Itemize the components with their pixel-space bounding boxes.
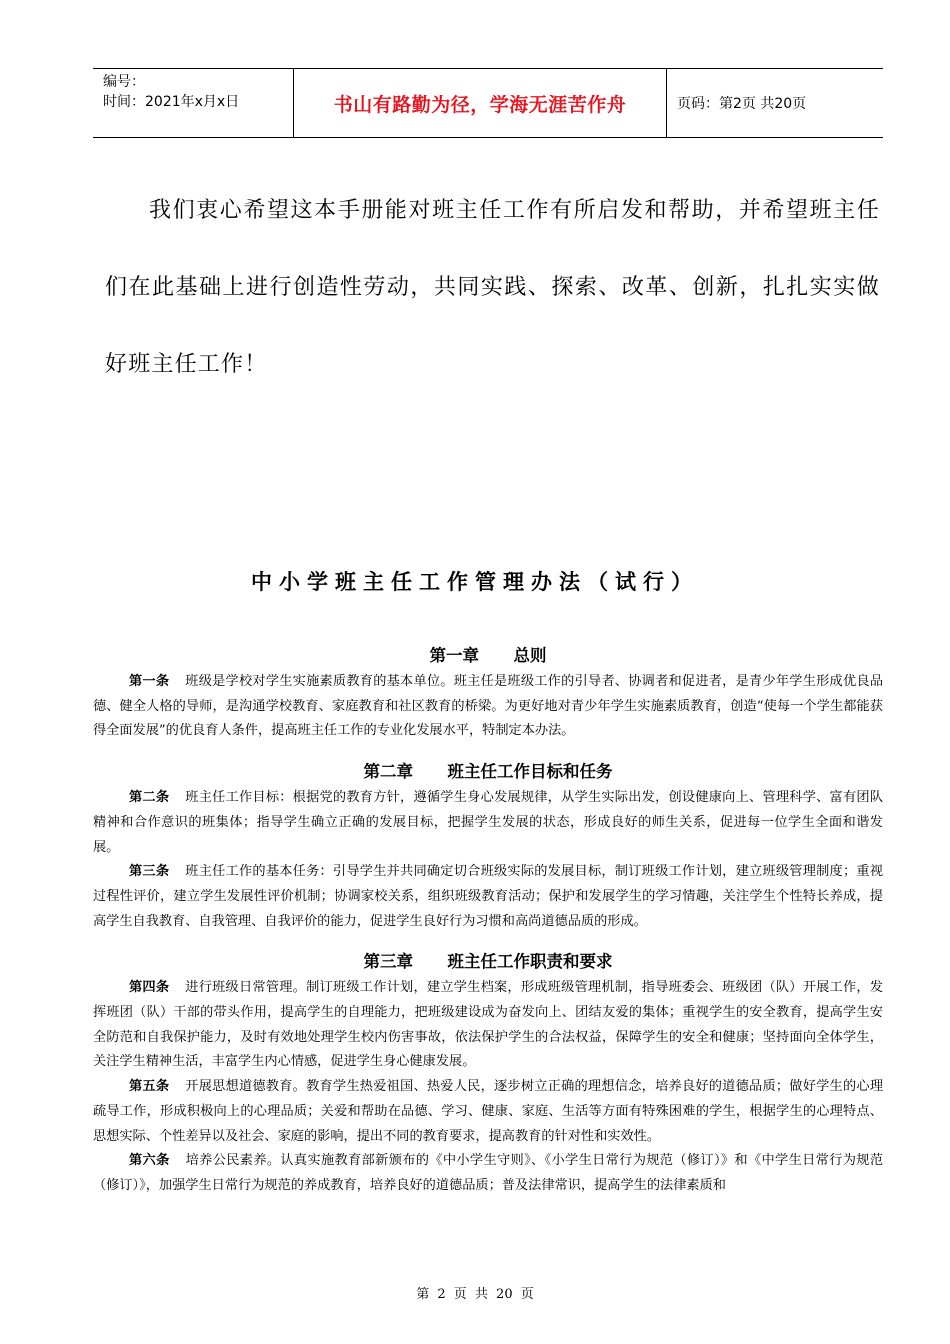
header-info-cell: [93, 69, 294, 137]
page-header: [93, 68, 883, 138]
article-label: 第五条: [129, 1079, 170, 1095]
article-label: 第二条: [129, 790, 170, 806]
article: [93, 860, 883, 934]
article-text: 开展思想道德教育。教育学生热爱祖国、热爱人民，逐步树立正确的理想信念，培养良好的道德品质；做好学生的心理疏导工作，形成积极向上的心理品质；关爱和帮助在品德、学习、健康、家庭、生活等方面有特殊困难的学生，根据学生的心理特点、思想实际、个性差异以及社会、家庭的影响，提出不同的教育要求，提高教育的针对性和实效性。: [93, 1079, 884, 1144]
chapter-heading: 第二章 班主任工作目标和任务: [363, 762, 613, 782]
article-text: 班主任工作目标：根据党的教育方针，遵循学生身心发展规律，从学生实际出发，创设健康向上、管理科学、富有团队精神和合作意识的班集体；指导学生确立正确的发展目标，把握学生发展的状态，形成良好的师生关系，促进每一位学生全面和谐发展。: [93, 790, 884, 855]
article: [93, 976, 883, 1075]
chapter-heading: 第三章 班主任工作职责和要求: [363, 952, 613, 972]
article-label: 第六条: [129, 1153, 170, 1169]
page-footer: 第 2 页 共 20 页: [416, 1287, 534, 1302]
article-text: 班级是学校对学生实施素质教育的基本单位。班主任是班级工作的引导者、协调者和促进者，是青少年学生形成优良品德、健全人格的导师，是沟通学校教育、家庭教育和社区教育的桥梁。为更好地对青少年学生实施素质教育，创造“使每一个学生都能获得全面发展”的优良育人条件，提高班主任工作的专业化发展水平，特制定本办法。: [93, 674, 884, 739]
document-title: 中小学班主任工作管理办法（试行）: [251, 570, 699, 594]
article-text: 进行班级日常管理。制订班级工作计划，建立学生档案，形成班级管理机制，指导班委会、班级团（队）开展工作，发挥班团（队）干部的带头作用，提高学生的自理能力，把班级建设成为奋发向上、团结友爱的集体；重视学生的安全教育，提高学生安全防范和自我保护能力，及时有效地处理学生校内伤害事故，依法保护学生的合法权益，保障学生的安全和健康；坚持面向全体学生，关注学生精神生活，丰富学生内心情感，促进学生身心健康发展。: [93, 980, 884, 1070]
header-motto: 书山有路勤为径，学海无涯苦作舟: [333, 93, 627, 116]
article-label: 第一条: [129, 674, 170, 689]
chapter-heading: 第一章 总则: [429, 646, 547, 665]
article: [93, 1149, 883, 1198]
article: [93, 670, 883, 744]
document-time-label: 时间：2021年x月x日: [103, 94, 240, 110]
header-page-label: 页码：第2页 共20页: [677, 96, 807, 112]
article-text: 培养公民素养。认真实施教育部新颁布的《中小学生守则》、《小学生日常行为规范（修订）》和《中学生日常行为规范（修订）》，加强学生日常行为规范的养成教育，培养良好的道德品质；普及法律常识，提高学生的法律素质和: [93, 1153, 884, 1193]
article-text: 班主任工作的基本任务：引导学生并共同确定切合班级实际的发展目标，制订班级工作计划，建立班级管理制度；重视过程性评价，建立学生发展性评价机制；协调家校关系，组织班级教育活动；保护和发展学生的学习情趣，关注学生个性特长养成，提高学生自我教育、自我管理、自我评价的能力，促进学生良好行为习惯和高尚道德品质的形成。: [93, 864, 884, 929]
article-label: 第四条: [129, 980, 170, 996]
intro-paragraph: 我们衷心希望这本手册能对班主任工作有所启发和帮助，并希望班主任们在此基础上进行创造性劳动，共同实践、探索、改革、创新，扎扎实实做好班主任工作！: [105, 198, 880, 377]
article-label: 第三条: [129, 864, 170, 880]
article: [93, 786, 883, 860]
document-number-label: 编号：: [103, 74, 145, 90]
header-page-cell: [667, 69, 883, 137]
header-motto-cell: [294, 69, 667, 137]
article: [93, 1075, 883, 1149]
document-body: [93, 642, 883, 1199]
intro-section: [105, 172, 880, 403]
